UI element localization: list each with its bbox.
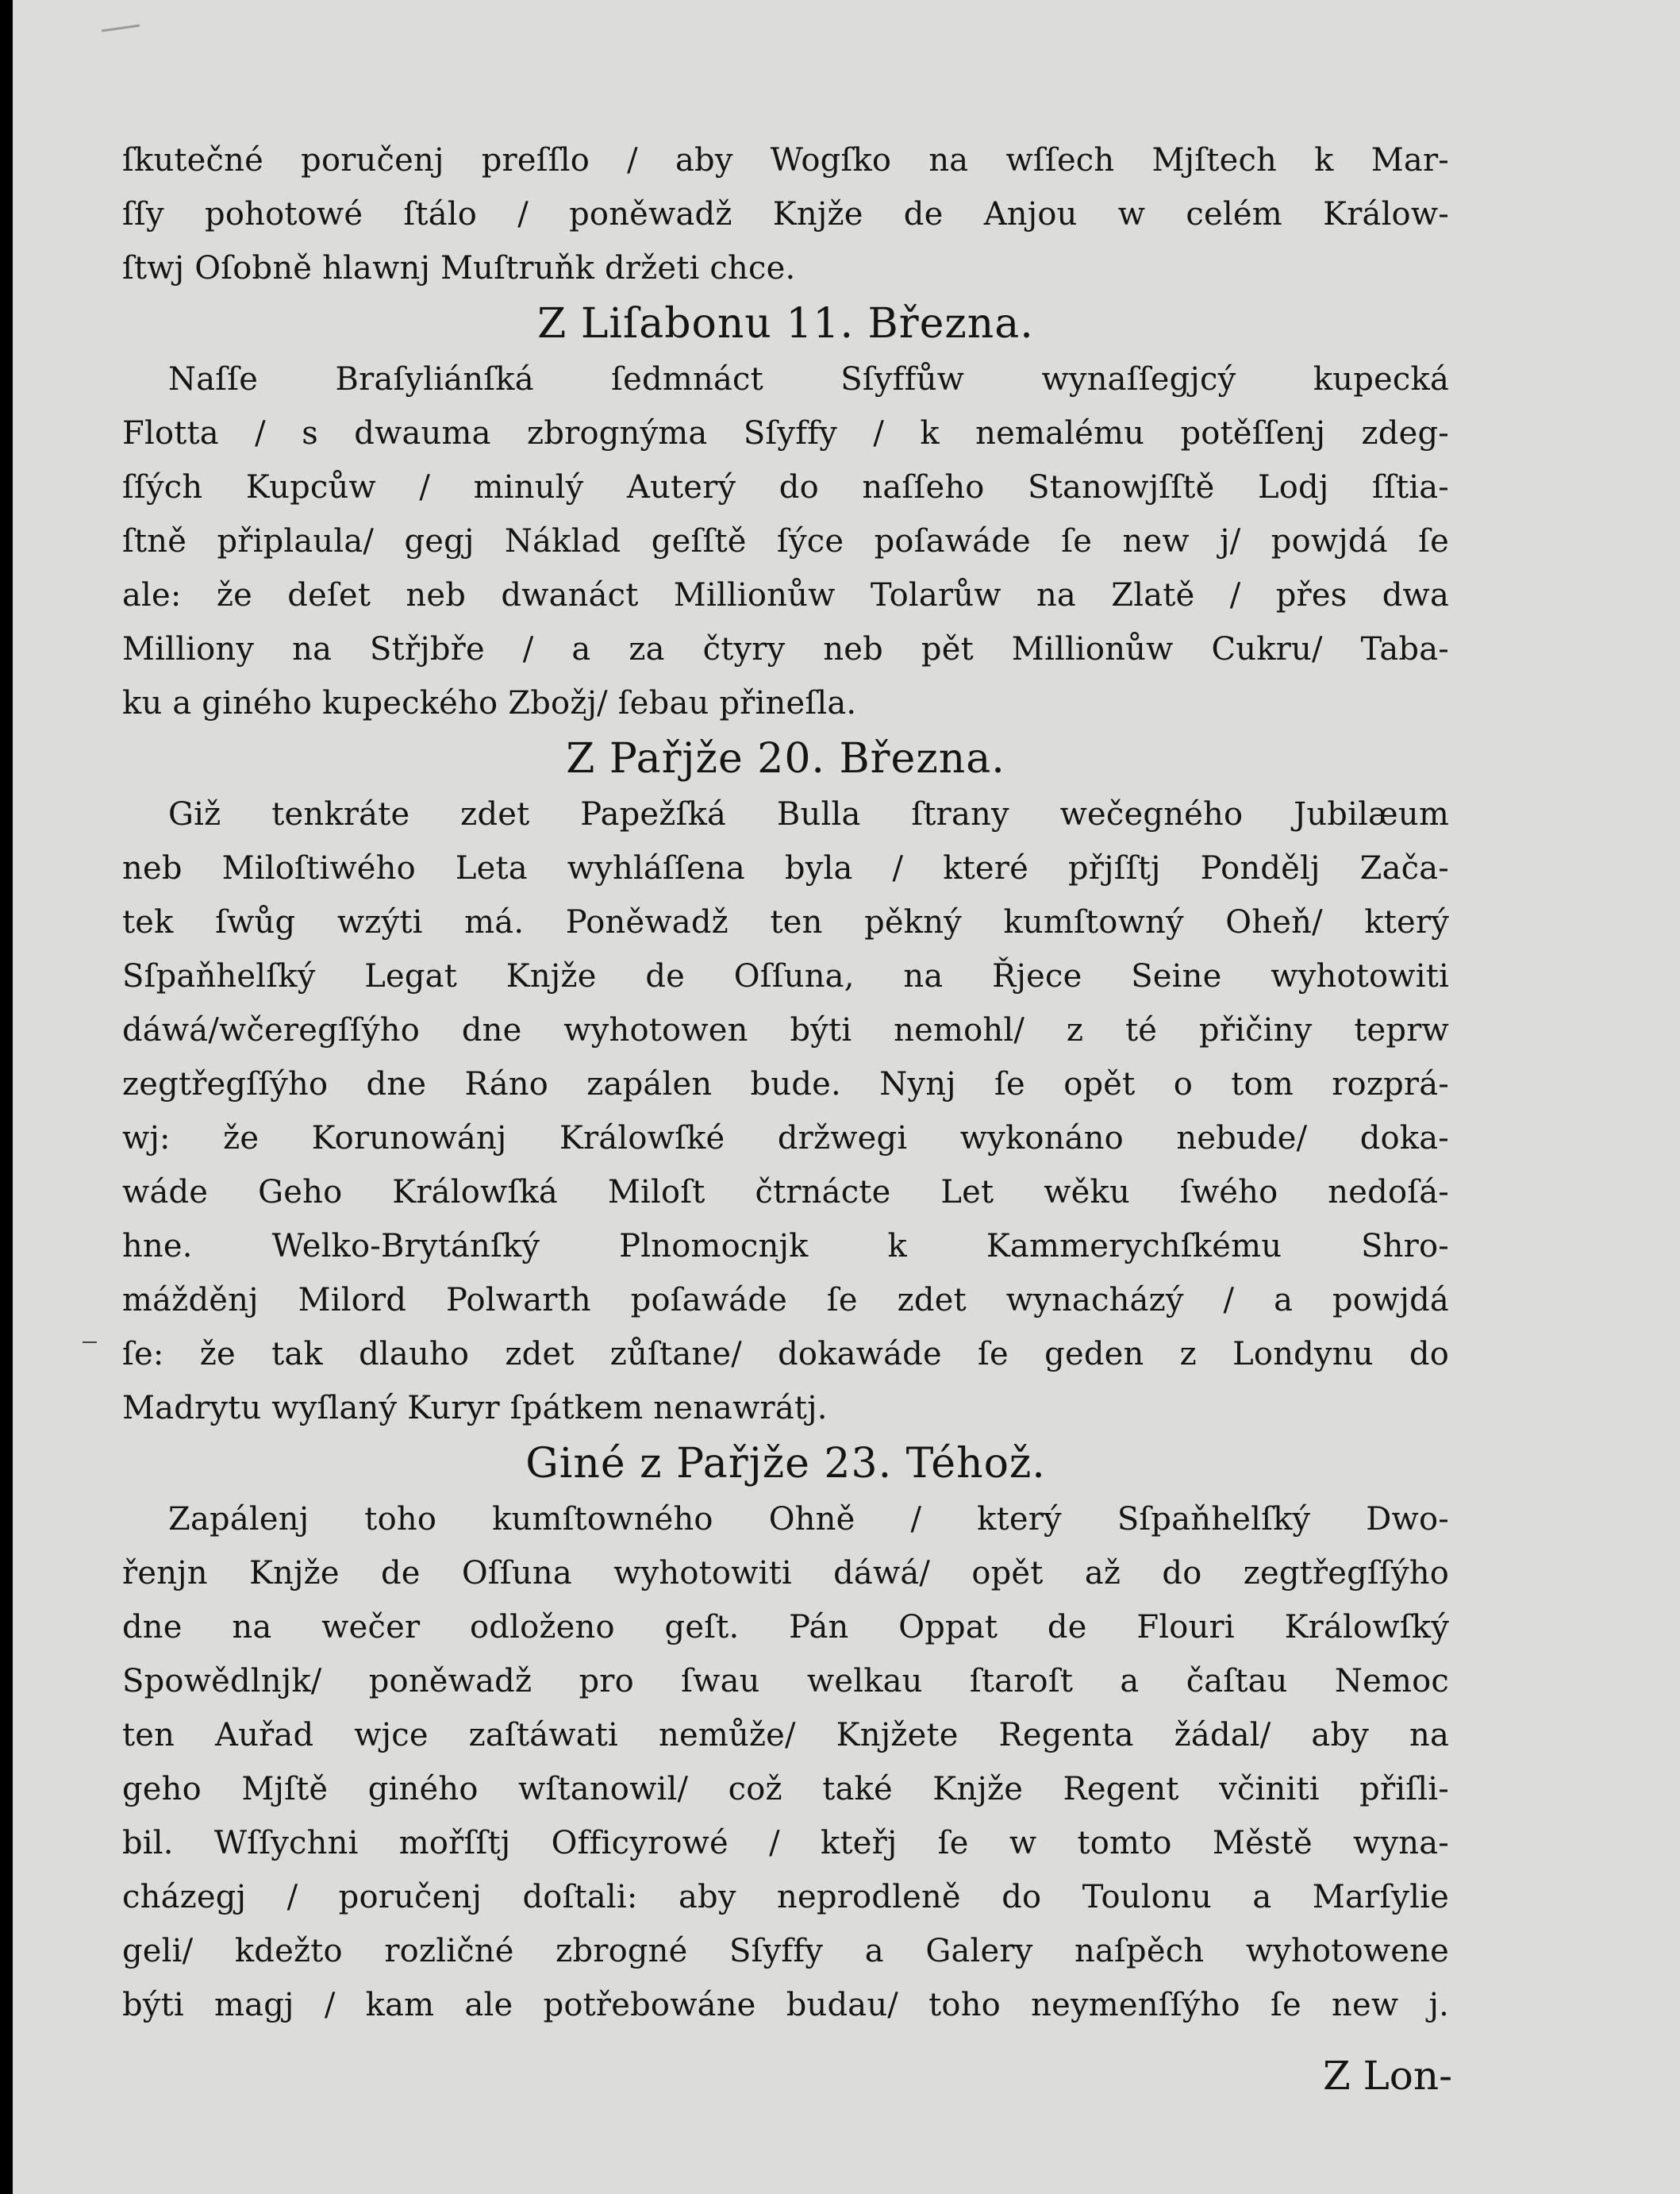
text-line: ten Auřad wjce zaſtáwati nemůže/ Knjžete Regenta žádal/ aby na: [122, 1717, 1449, 1753]
section-heading-paris-20: Z Pařjže 20. Března.: [566, 735, 1005, 783]
catchword: Z Lon-: [1322, 2053, 1452, 2099]
section-heading-paris-23: Giné z Pařjže 23. Téhož.: [525, 1440, 1046, 1488]
text-line: geli/ kdežto rozličné zbrogné Sſyffy a Galery naſpěch wyhotowene: [122, 1933, 1449, 1969]
text-line: Flotta / s dwauma zbrognýma Sſyffy / k nemalému potěſſenj zdeg-: [122, 415, 1449, 452]
text-line: Sſpaňhelſký Legat Knjže de Oſſuna, na Řjece Seine wyhotowiti: [122, 958, 1449, 995]
text-line: bil. Wſſychni mořſſtj Officyrowé / kteřj ſe w tomto Městě wyna-: [122, 1825, 1449, 1861]
text-line: řenjn Knjže de Oſſuna wyhotowiti dáwá/ opět až do zegtřegſſýho: [122, 1555, 1449, 1592]
text-line: Milliony na Střjbře / a za čtyry neb pět Millionůw Cukru/ Taba-: [122, 631, 1449, 668]
text-line: dne na wečer odloženo geſt. Pán Oppat de Flouri Králowſký: [122, 1609, 1449, 1646]
text-line: Madrytu wyſlaný Kuryr ſpátkem nenawrátj.: [122, 1390, 828, 1426]
text-line: ſkutečné poručenj preſſlo / aby Wogſko na wſſech Mjſtech k Mar-: [122, 142, 1449, 179]
text-line: ſſých Kupcůw / minulý Auterý do naſſeho Stanowjſſtě Lodj ſſtia-: [122, 469, 1449, 506]
corner-mark: [102, 25, 140, 33]
section-heading-lisbon: Z Liſabonu 11. Března.: [537, 300, 1034, 348]
text-line: ſtwj Oſobně hlawnj Muſtruňk držeti chce.: [122, 250, 796, 287]
text-line: mážděnj Milord Polwarth poſawáde ſe zdet wynacházý / a powjdá: [122, 1282, 1449, 1318]
paris-23-paragraph: [122, 1492, 1449, 2032]
text-line: cházegj / poručenj doſtali: aby neprodleně do Toulonu a Marſylie: [122, 1879, 1449, 1915]
text-line: ku a giného kupeckého Zbožj/ ſebau přineſla.: [122, 685, 857, 722]
text-line: býti magj / kam ale potřebowáne budau/ toho neymenſſýho ſe new j.: [122, 1987, 1449, 2023]
text-line: ſſy pohotowé ſtálo / poněwadž Knjže de Anjou w celém Králow-: [122, 196, 1449, 233]
page-left-edge: [0, 0, 13, 2194]
text-line: ſe: že tak dlauho zdet zůſtane/ dokawáde ſe geden z Londynu do: [122, 1336, 1449, 1372]
text-line: tek ſwůg wzýti má. Poněwadž ten pěkný kumſtowný Oheň/ který: [122, 904, 1449, 941]
margin-mark: [83, 1341, 97, 1343]
text-line: hne. Welko-Brytánſký Plnomocnjk k Kammerychſkému Shro-: [122, 1228, 1449, 1264]
text-line: Spowědlnjk/ poněwadž pro ſwau welkau ſtaroſt a čaſtau Nemoc: [122, 1663, 1449, 1699]
text-line: dáwá/wčeregſſýho dne wyhotowen býti nemohl/ z té přičiny teprw: [122, 1012, 1449, 1049]
continuation-paragraph: [122, 133, 1449, 295]
text-line: geho Mjſtě giného wſtanowil/ což také Knjže Regent včiniti přiſli-: [122, 1771, 1449, 1807]
text-line: ſtně připlaula/ gegj Náklad geſſtě ſýce poſawáde ſe new j/ powjdá ſe: [122, 523, 1449, 560]
text-line: neb Miloſtiwého Leta wyhláſſena byla / které přjſſtj Pondělj Zača-: [122, 850, 1449, 887]
text-line: Giž tenkráte zdet Papežſká Bulla ſtrany wečegného Jubilæum: [168, 796, 1449, 833]
text-line: wáde Geho Králowſká Miloſt čtrnácte Let wěku ſwého nedoſá-: [122, 1174, 1449, 1211]
lisbon-paragraph: [122, 352, 1449, 730]
paris-20-paragraph: [122, 787, 1449, 1435]
text-line: wj: že Korunowánj Králowſké držwegi wykonáno nebude/ doka-: [122, 1120, 1449, 1157]
document-text: [122, 133, 1449, 2032]
text-line: Naſſe Braſyliánſká ſedmnáct Sſyffůw wynaſſegjcý kupecká: [168, 361, 1449, 398]
text-line: ale: že deſet neb dwanáct Millionůw Tolarůw na Zlatě / přes dwa: [122, 577, 1449, 614]
text-line: zegtřegſſýho dne Ráno zapálen bude. Nynj ſe opět o tom rozprá-: [122, 1066, 1449, 1103]
text-line: Zapálenj toho kumſtowného Ohně / který Sſpaňhelſký Dwo-: [168, 1501, 1449, 1538]
